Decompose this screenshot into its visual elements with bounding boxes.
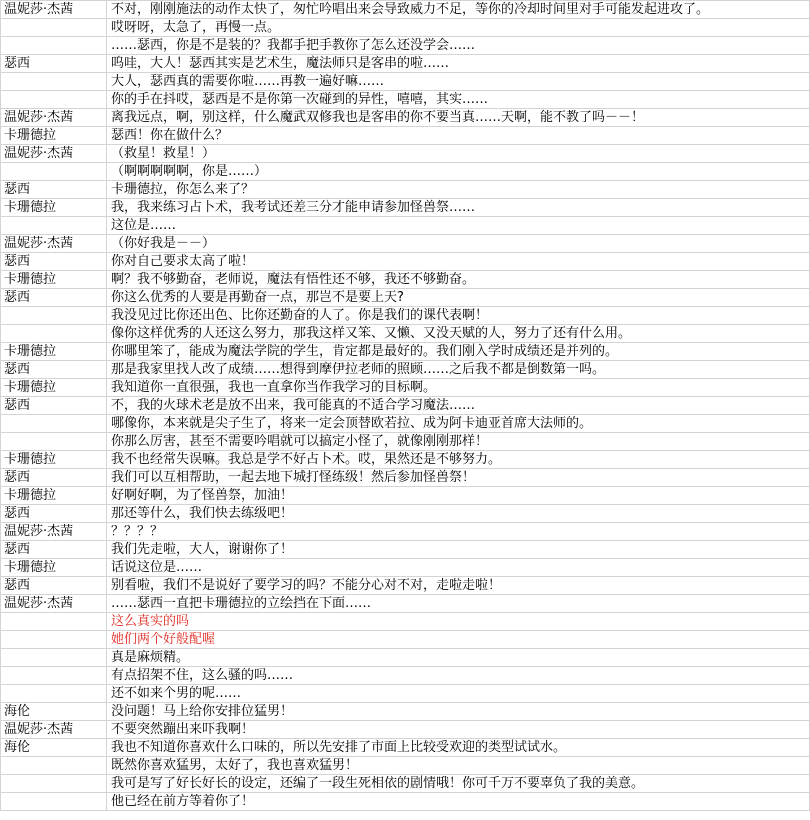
dialogue-cell[interactable]: 那还等什么，我们快去练级吧！ (107, 505, 810, 523)
table-row (1, 775, 810, 793)
dialogue-cell[interactable]: 离我远点，啊，别这样，什么魔武双修我也是客串的你不要当真……天啊，能不教了吗－－！ (107, 109, 810, 127)
speaker-cell[interactable] (1, 415, 107, 433)
speaker-cell[interactable] (1, 73, 107, 91)
speaker-cell[interactable]: 瑟西 (1, 469, 107, 487)
dialogue-cell[interactable]: 你那么厉害，甚至不需要吟唱就可以搞定小怪了，就像刚刚那样！ (107, 433, 810, 451)
speaker-cell[interactable]: 温妮莎·杰茜 (1, 595, 107, 613)
table-row (1, 577, 810, 595)
speaker-cell[interactable] (1, 307, 107, 325)
speaker-cell[interactable] (1, 433, 107, 451)
table-row (1, 127, 810, 145)
table-row (1, 235, 810, 253)
speaker-cell[interactable]: 瑟西 (1, 361, 107, 379)
dialogue-cell[interactable]: 好啊好啊，为了怪兽祭，加油！ (107, 487, 810, 505)
dialogue-cell[interactable]: 别看啦，我们不是说好了要学习的吗？不能分心对不对，走啦走啦！ (107, 577, 810, 595)
table-row (1, 37, 810, 55)
dialogue-cell[interactable]: 呜哇，大人！瑟西其实是艺术生，魔法师只是客串的啦…… (107, 55, 810, 73)
speaker-cell[interactable] (1, 37, 107, 55)
dialogue-cell[interactable]: 我知道你一直很强，我也一直拿你当作我学习的目标啊。 (107, 379, 810, 397)
table-row (1, 199, 810, 217)
speaker-cell[interactable]: 温妮莎·杰茜 (1, 145, 107, 163)
speaker-cell[interactable]: 海伦 (1, 703, 107, 721)
dialogue-cell[interactable]: 瑟西！你在做什么？ (107, 127, 810, 145)
dialogue-cell[interactable]: 不对，刚刚施法的动作太快了，匆忙吟唱出来会导致威力不足，等你的冷却时间里对手可能发起进攻了。 (107, 1, 810, 19)
dialogue-cell[interactable]: 哎呀呀，太急了，再慢一点。 (107, 19, 810, 37)
table-row (1, 703, 810, 721)
table-row (1, 541, 810, 559)
table-row (1, 307, 810, 325)
table-row (1, 793, 810, 811)
dialogue-cell[interactable]: 我们先走啦，大人，谢谢你了！ (107, 541, 810, 559)
table-row (1, 739, 810, 757)
table-row (1, 253, 810, 271)
dialogue-cell[interactable]: 大人，瑟西真的需要你啦……再教一遍好嘛…… (107, 73, 810, 91)
speaker-cell[interactable]: 卡珊德拉 (1, 343, 107, 361)
speaker-cell[interactable]: 卡珊德拉 (1, 199, 107, 217)
dialogue-cell[interactable]: ……瑟西，你是不是装的？我都手把手教你了怎么还没学会…… (107, 37, 810, 55)
table-row (1, 343, 810, 361)
table-row (1, 721, 810, 739)
table-row (1, 91, 810, 109)
table-row (1, 649, 810, 667)
speaker-cell[interactable] (1, 793, 107, 811)
speaker-cell[interactable]: 卡珊德拉 (1, 451, 107, 469)
dialogue-cell[interactable]: 还不如来个男的呢…… (107, 685, 810, 703)
dialogue-cell[interactable]: （你好我是－－） (107, 235, 810, 253)
dialogue-cell[interactable]: ？？？？ (107, 523, 810, 541)
table-row (1, 217, 810, 235)
sheet-body (1, 1, 810, 811)
dialogue-cell[interactable]: 不要突然蹦出来吓我啊！ (107, 721, 810, 739)
speaker-cell[interactable]: 卡珊德拉 (1, 271, 107, 289)
table-row (1, 1, 810, 19)
table-row (1, 361, 810, 379)
table-row (1, 487, 810, 505)
dialogue-cell[interactable]: 你哪里笨了，能成为魔法学院的学生，肯定都是最好的。我们刚入学时成绩还是并列的。 (107, 343, 810, 361)
speaker-cell[interactable] (1, 649, 107, 667)
dialogue-cell[interactable]: 话说这位是…… (107, 559, 810, 577)
table-row (1, 415, 810, 433)
speaker-cell[interactable]: 瑟西 (1, 289, 107, 307)
dialogue-cell[interactable]: 真是麻烦精。 (107, 649, 810, 667)
dialogue-cell[interactable]: 我，我来练习占卜术，我考试还差三分才能申请参加怪兽祭…… (107, 199, 810, 217)
dialogue-cell[interactable]: 既然你喜欢猛男，太好了，我也喜欢猛男！ (107, 757, 810, 775)
dialogue-cell[interactable]: （救星！救星！） (107, 145, 810, 163)
dialogue-cell[interactable]: 我们可以互相帮助，一起去地下城打怪练级！然后参加怪兽祭！ (107, 469, 810, 487)
speaker-cell[interactable]: 卡珊德拉 (1, 559, 107, 577)
dialogue-cell[interactable]: 他已经在前方等着你了！ (107, 793, 810, 811)
table-row (1, 523, 810, 541)
speaker-cell[interactable] (1, 757, 107, 775)
dialogue-cell[interactable]: 你对自己要求太高了啦！ (107, 253, 810, 271)
table-row (1, 613, 810, 631)
speaker-cell[interactable]: 海伦 (1, 739, 107, 757)
dialogue-cell[interactable]: 我没见过比你还出色、比你还勤奋的人了。你是我们的课代表啊！ (107, 307, 810, 325)
table-row (1, 19, 810, 37)
table-row (1, 451, 810, 469)
table-row (1, 325, 810, 343)
dialogue-cell[interactable]: 我可是写了好长好长的设定，还编了一段生死相依的剧情哦！你可千万不要辜负了我的美意。 (107, 775, 810, 793)
dialogue-cell[interactable]: 卡珊德拉，你怎么来了？ (107, 181, 810, 199)
table-row (1, 685, 810, 703)
table-row (1, 55, 810, 73)
dialogue-cell[interactable]: ……瑟西一直把卡珊德拉的立绘挡在下面…… (107, 595, 810, 613)
speaker-cell[interactable]: 温妮莎·杰茜 (1, 235, 107, 253)
table-row (1, 595, 810, 613)
dialogue-cell[interactable]: 哪像你，本来就是尖子生了，将来一定会顶替欧若拉、成为阿卡迪亚首席大法师的。 (107, 415, 810, 433)
dialogue-cell[interactable]: 我不也经常失误嘛。我总是学不好占卜术。哎，果然还是不够努力。 (107, 451, 810, 469)
table-row (1, 271, 810, 289)
speaker-cell[interactable]: 瑟西 (1, 577, 107, 595)
dialogue-cell[interactable]: 我也不知道你喜欢什么口味的，所以先安排了市面上比较受欢迎的类型试试水。 (107, 739, 810, 757)
speaker-cell[interactable]: 卡珊德拉 (1, 379, 107, 397)
speaker-cell[interactable] (1, 91, 107, 109)
speaker-cell[interactable]: 温妮莎·杰茜 (1, 523, 107, 541)
dialogue-cell[interactable]: （啊啊啊啊啊，你是……） (107, 163, 810, 181)
dialogue-cell[interactable]: 这位是…… (107, 217, 810, 235)
speaker-cell[interactable] (1, 685, 107, 703)
speaker-cell[interactable] (1, 613, 107, 631)
table-row (1, 757, 810, 775)
table-row (1, 163, 810, 181)
dialogue-cell[interactable]: 不，我的火球术老是放不出来，我可能真的不适合学习魔法…… (107, 397, 810, 415)
table-row (1, 505, 810, 523)
table-row (1, 667, 810, 685)
speaker-cell[interactable]: 瑟西 (1, 541, 107, 559)
speaker-cell[interactable] (1, 631, 107, 649)
dialogue-cell[interactable]: 那是我家里找人改了成绩……想得到摩伊拉老师的照顾……之后我不都是倒数第一吗。 (107, 361, 810, 379)
dialogue-cell[interactable]: 啊？我不够勤奋，老师说，魔法有悟性还不够，我还不够勤奋。 (107, 271, 810, 289)
table-row (1, 631, 810, 649)
speaker-cell[interactable] (1, 217, 107, 235)
dialogue-cell[interactable]: 有点招架不住，这么骚的吗…… (107, 667, 810, 685)
table-row (1, 397, 810, 415)
speaker-cell[interactable] (1, 325, 107, 343)
speaker-cell[interactable]: 瑟西 (1, 505, 107, 523)
speaker-cell[interactable]: 瑟西 (1, 397, 107, 415)
speaker-cell[interactable] (1, 163, 107, 181)
dialogue-cell[interactable]: 像你这样优秀的人还这么努力，那我这样又笨、又懒、又没天赋的人，努力了还有什么用。 (107, 325, 810, 343)
speaker-cell[interactable] (1, 667, 107, 685)
speaker-cell[interactable]: 卡珊德拉 (1, 487, 107, 505)
speaker-cell[interactable]: 温妮莎·杰茜 (1, 109, 107, 127)
speaker-cell[interactable]: 卡珊德拉 (1, 127, 107, 145)
dialogue-cell[interactable]: 你的手在抖哎，瑟西是不是你第一次碰到的异性，嘻嘻，其实…… (107, 91, 810, 109)
table-row (1, 145, 810, 163)
table-row (1, 379, 810, 397)
dialogue-cell[interactable]: 没问题！马上给你安排位猛男！ (107, 703, 810, 721)
table-row (1, 433, 810, 451)
speaker-cell[interactable]: 瑟西 (1, 253, 107, 271)
speaker-cell[interactable] (1, 775, 107, 793)
dialogue-cell[interactable]: 你这么优秀的人要是再勤奋一点，那岂不是要上天? (107, 289, 810, 307)
dialogue-cell[interactable]: 这么真实的吗 (107, 613, 810, 631)
table-row (1, 469, 810, 487)
speaker-cell[interactable]: 温妮莎·杰茜 (1, 721, 107, 739)
dialogue-cell[interactable]: 她们两个好般配喔 (107, 631, 810, 649)
speaker-cell[interactable]: 瑟西 (1, 181, 107, 199)
table-row (1, 109, 810, 127)
table-row (1, 181, 810, 199)
speaker-cell[interactable]: 瑟西 (1, 55, 107, 73)
table-row (1, 289, 810, 307)
speaker-cell[interactable]: 温妮莎·杰茜 (1, 1, 107, 19)
speaker-cell[interactable] (1, 19, 107, 37)
table-row (1, 559, 810, 577)
table-row (1, 73, 810, 91)
